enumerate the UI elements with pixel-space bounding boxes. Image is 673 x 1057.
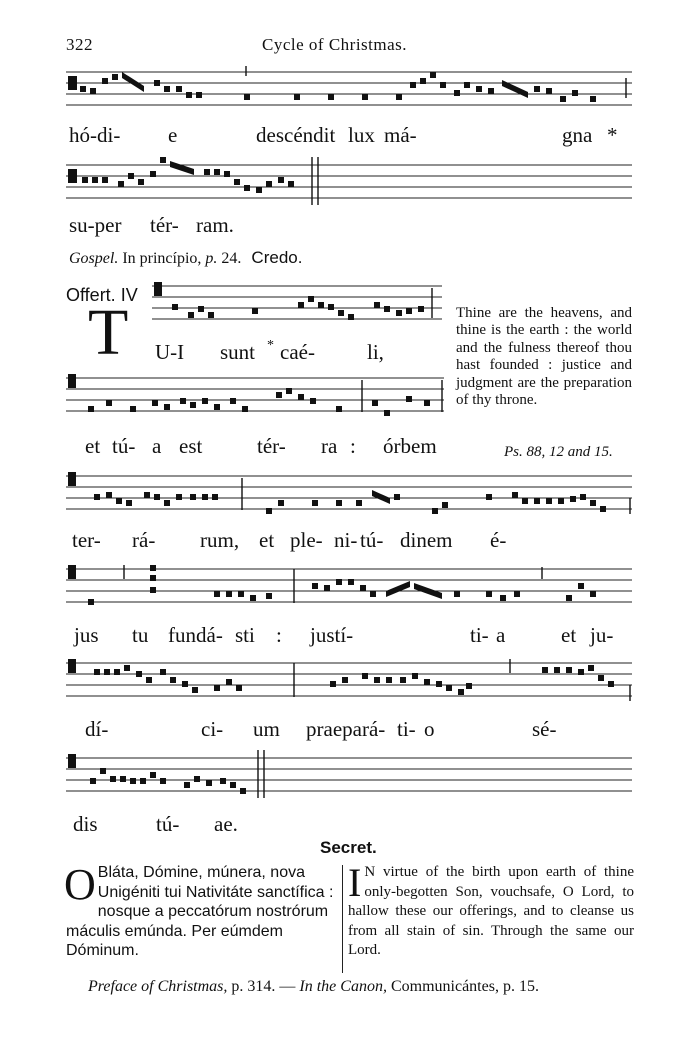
gospel-page-ref: p.: [205, 250, 218, 267]
syllable: ti-: [470, 623, 489, 647]
column-divider: [342, 865, 343, 973]
syllable: sti: [235, 623, 255, 647]
syllable: descéndit: [256, 123, 336, 147]
syllable: ci-: [201, 717, 224, 741]
staff-8-notation: [66, 750, 636, 802]
syllable: é-: [490, 528, 507, 552]
syllable: ae.: [214, 812, 238, 836]
secret-heading: Secret.: [320, 838, 377, 857]
chant-staff-3: [152, 278, 444, 326]
offertory-translation: [456, 305, 632, 409]
psalm-reference: Ps. 88, 12 and 15.: [504, 444, 613, 460]
gospel-label: Gospel.: [69, 250, 119, 267]
syllable: et: [85, 434, 101, 458]
syllable: su-per: [69, 213, 122, 237]
syllable: gna: [562, 123, 593, 147]
preface-label: Preface of Christmas,: [88, 978, 228, 995]
asterisk: *: [607, 123, 618, 147]
syllable: ple-: [290, 528, 323, 552]
syllable: tú-: [360, 528, 384, 552]
staff-5-notation: [66, 468, 636, 520]
lyrics-line-6: [74, 623, 614, 648]
staff-4-notation: [66, 370, 446, 422]
syllable: a: [496, 623, 506, 647]
offertory-mode: IV: [120, 285, 138, 305]
staff-7-notation: [66, 655, 636, 707]
running-title: Cycle of Christmas.: [262, 35, 408, 54]
syllable: rá-: [132, 528, 156, 552]
syllable: U-I: [155, 340, 185, 364]
syllable: et: [561, 623, 577, 647]
secret-latin: [64, 860, 336, 961]
syllable: dí-: [85, 717, 109, 741]
canon-label: In the Canon,: [299, 978, 387, 995]
syllable: tú-: [156, 812, 180, 836]
chant-staff-6: [66, 561, 636, 613]
syllable: tér-: [257, 434, 286, 458]
page-number: 322: [66, 35, 93, 54]
staff-3-notation: [152, 278, 444, 326]
chant-staff-5: [66, 468, 636, 520]
chant-staff-4: [66, 370, 446, 422]
credo-label: Credo.: [251, 248, 303, 267]
preface-page: p. 314. —: [231, 978, 296, 995]
lyrics-line-1: [69, 123, 618, 148]
canon-page: p. 15.: [502, 978, 539, 995]
lyrics-line-7: [85, 717, 557, 742]
syllable: a: [152, 434, 162, 458]
syllable: ram.: [196, 213, 234, 237]
syllable: ra: [321, 434, 338, 458]
lyrics-line-5: [72, 528, 507, 553]
syllable: caé-: [280, 340, 315, 364]
syllable: e: [168, 123, 178, 147]
english-initial: I: [348, 860, 362, 905]
translation-text: Thine are the heavens, and thine is the earth : the world and the fulness thereof thou hast founded : justice and judgment are the preparation of thy throne.: [456, 305, 632, 409]
gospel-text: In princípio,: [122, 250, 202, 267]
syllable: tér-: [150, 213, 179, 237]
syllable: est: [179, 434, 203, 458]
syllable: tu: [132, 623, 149, 647]
syllable: et: [259, 528, 275, 552]
syllable: o: [424, 717, 435, 741]
syllable: lux: [348, 123, 375, 147]
staff-2-notation: [66, 157, 636, 205]
offertory-label-text: Offert.: [66, 285, 116, 305]
syllable: ju-: [590, 623, 614, 647]
syllable: má-: [384, 123, 417, 147]
chant-staff-1: [66, 64, 636, 112]
secret-english: [348, 860, 634, 961]
syllable: :: [350, 434, 356, 458]
syllable: sunt: [220, 340, 256, 364]
syllable: praepará-: [306, 717, 386, 741]
syllable: ni-: [334, 528, 358, 552]
syllable: hó-di-: [69, 123, 121, 147]
asterisk: *: [267, 338, 274, 353]
offertory-initial: T: [88, 296, 129, 369]
syllable: ter-: [72, 528, 101, 552]
staff-1-notation: [66, 64, 636, 112]
lyrics-line-8: [73, 812, 238, 837]
syllable: sé-: [532, 717, 557, 741]
syllable: órbem: [383, 434, 437, 458]
chant-staff-2: [66, 157, 636, 205]
footer-rubric: [88, 978, 539, 996]
gospel-page-number: 24.: [221, 250, 242, 267]
syllable: fundá-: [168, 623, 223, 647]
english-text: N virtue of the birth upon earth of thine only-begotten Son, vouchsafe, O Lord, to hallow these our offerings, and to cleanse us from all stain of sin. Through the same our Lord.: [348, 864, 634, 958]
lyrics-line-4: [85, 434, 437, 459]
staff-6-notation: [66, 561, 636, 613]
syllable: li,: [367, 340, 384, 364]
syllable: jus: [74, 623, 99, 647]
latin-text: Bláta, Dómine, múnera, nova Unigéniti tui Nativitáte sanctífica : nosque a peccatórum nostrórum máculis emúnda. Per eúmdem Dóminum.: [66, 864, 334, 959]
chant-staff-7: [66, 655, 636, 707]
syllable: justí-: [310, 623, 354, 647]
gospel-rubric: [69, 248, 302, 268]
syllable: rum,: [200, 528, 240, 552]
syllable: dinem: [400, 528, 453, 552]
latin-initial: O: [64, 860, 96, 909]
chant-staff-8: [66, 750, 636, 802]
syllable: ti-: [397, 717, 416, 741]
syllable: :: [276, 623, 282, 647]
syllable: dis: [73, 812, 98, 836]
lyrics-line-3: [155, 338, 384, 365]
syllable: tú-: [112, 434, 136, 458]
syllable: um: [253, 717, 280, 741]
communicantes-label: Communicántes,: [390, 978, 499, 995]
lyrics-line-2: [69, 213, 234, 238]
